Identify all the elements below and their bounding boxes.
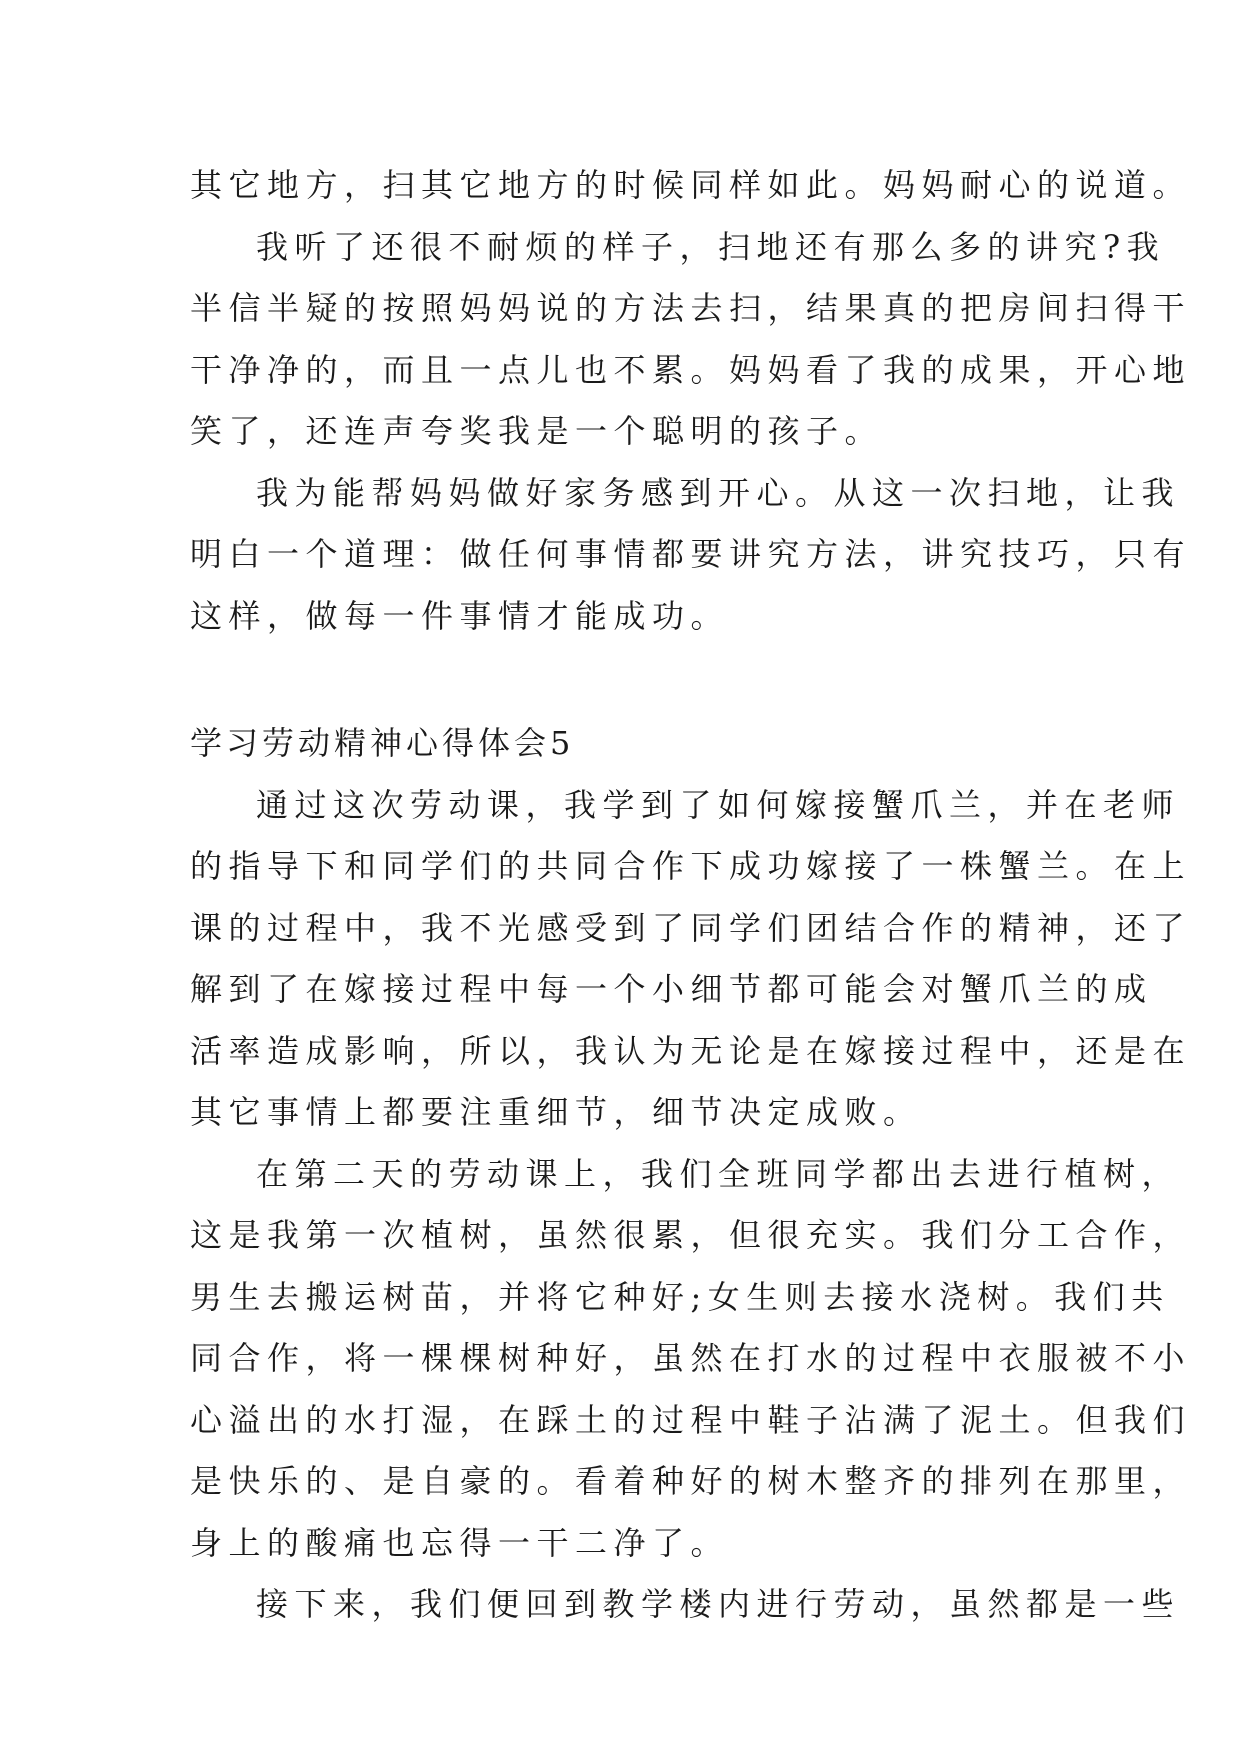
text-line: 的指导下和同学们的共同合作下成功嫁接了一株蟹兰。在上 bbox=[190, 847, 1192, 885]
paragraph bbox=[190, 1144, 1192, 1575]
text-line: 活率造成影响，所以，我认为无论是在嫁接过程中，还是在 bbox=[190, 1031, 1192, 1070]
text-line: 心溢出的水打湿，在踩土的过程中鞋子沾满了泥土。但我们 bbox=[190, 1400, 1192, 1439]
paragraph bbox=[190, 217, 1192, 463]
text-line: 接下来，我们便回到教学楼内进行劳动，虽然都是一些 bbox=[256, 1585, 1181, 1623]
paragraph bbox=[190, 775, 1192, 1144]
paragraph bbox=[190, 463, 1192, 648]
section-spacer bbox=[190, 647, 1070, 713]
text-line: 我为能帮妈妈做好家务感到开心。从这一次扫地，让我 bbox=[256, 473, 1181, 512]
text-line: 笑了，还连声夸奖我是一个聪明的孩子。 bbox=[190, 412, 884, 450]
text-line: 干净净的，而且一点儿也不累。妈妈看了我的成果，开心地 bbox=[190, 350, 1192, 389]
section-heading bbox=[190, 713, 1070, 775]
text-line: 我听了还很不耐烦的样子，扫地还有那么多的讲究?我 bbox=[256, 227, 1166, 266]
text-line: 明白一个道理：做任何事情都要讲究方法，讲究技巧，只有 bbox=[190, 535, 1192, 573]
text-line: 半信半疑的按照妈妈说的方法去扫，结果真的把房间扫得干 bbox=[190, 289, 1192, 327]
text-line: 其它地方，扫其它地方的时候同样如此。妈妈耐心的说道。 bbox=[190, 166, 1192, 204]
text-line: 在第二天的劳动课上，我们全班同学都出去进行植树， bbox=[256, 1154, 1181, 1193]
text-line: 课的过程中，我不光感受到了同学们团结合作的精神，还了 bbox=[190, 908, 1192, 947]
text-line: 是快乐的、是自豪的。看着种好的树木整齐的排列在那里， bbox=[190, 1462, 1192, 1500]
text-line: 这样，做每一件事情才能成功。 bbox=[190, 596, 730, 635]
text-line: 这是我第一次植树，虽然很累，但很充实。我们分工合作， bbox=[190, 1216, 1192, 1254]
section-heading-text: 学习劳动精神心得体会5 bbox=[190, 724, 575, 762]
paragraph bbox=[190, 155, 1192, 217]
document-body bbox=[190, 155, 1192, 1636]
paragraph bbox=[190, 1574, 1181, 1636]
text-line: 男生去搬运树苗，并将它种好;女生则去接水浇树。我们共 bbox=[190, 1277, 1170, 1316]
text-line: 通过这次劳动课，我学到了如何嫁接蟹爪兰，并在老师 bbox=[256, 785, 1181, 824]
text-line: 同合作，将一棵棵树种好，虽然在打水的过程中衣服被不小 bbox=[190, 1339, 1192, 1377]
text-line: 其它事情上都要注重细节，细节决定成败。 bbox=[190, 1093, 922, 1131]
text-line: 解到了在嫁接过程中每一个小细节都可能会对蟹爪兰的成 bbox=[190, 970, 1153, 1008]
text-line: 身上的酸痛也忘得一干二净了。 bbox=[190, 1523, 730, 1562]
